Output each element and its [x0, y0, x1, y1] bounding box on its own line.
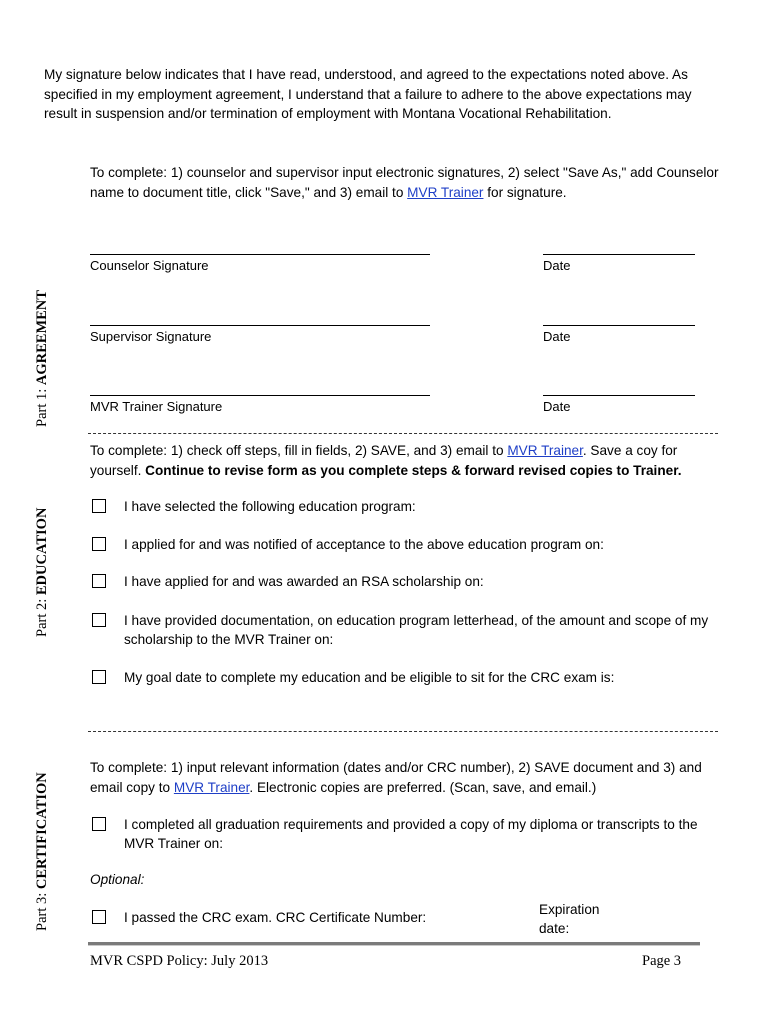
section-divider-2 — [88, 731, 718, 732]
crc-exam-label: I passed the CRC exam. CRC Certificate Number: — [124, 910, 427, 925]
part2-side-label — [34, 508, 51, 637]
counselor-date-line[interactable] — [543, 254, 695, 255]
part1-side-title: AGREEMENT — [34, 290, 50, 386]
acceptance-label: I applied for and was notified of acceptance to the above education program on: — [124, 537, 604, 552]
footer-policy-text: MVR CSPD Policy: July 2013 — [90, 953, 269, 969]
intro-paragraph: My signature below indicates that I have read, understood, and agreed to the expectations noted above. As specified in my employment agreement, I understand that a failure to adhere to the above expectations may result in suspension and/or termination of employment with Montana Vocational Rehabilitation. — [44, 67, 692, 121]
optional-label: Optional: — [90, 872, 145, 887]
part1-mvr-trainer-link[interactable]: MVR Trainer — [407, 184, 484, 200]
supervisor-signature-line[interactable] — [90, 325, 430, 326]
part2-instruction-text: To complete: 1) check off steps, fill in fields, 2) SAVE, and 3) email to — [90, 443, 508, 458]
trainer-date-line[interactable] — [543, 395, 695, 396]
crc-exam-checkbox[interactable] — [92, 910, 106, 924]
section-divider-1 — [88, 433, 718, 434]
counselor-date-label: Date — [543, 258, 571, 273]
part3-instruction-tail: . Electronic copies are preferred. (Scan, save, and email.) — [249, 779, 597, 795]
footer-rule — [88, 942, 700, 946]
part2-side-prefix: Part 2: — [34, 598, 50, 637]
part2-instruction-bold: Continue to revise form as you complete steps & forward revised copies to Trainer. — [145, 462, 682, 478]
footer-page-number: Page 3 — [642, 953, 682, 969]
part1-side-label — [34, 290, 51, 427]
part2-instruction-tail: . Save a coy for yourself. — [90, 443, 678, 478]
trainer-date-label: Date — [543, 399, 571, 414]
part3-side-title: CERTIFICATION — [34, 772, 50, 890]
part2-side-title: EDUCATION — [34, 507, 50, 596]
part3-side-label — [34, 772, 51, 931]
part3-instruction-text: To complete: 1) input relevant information (dates and/or CRC number), 2) SAVE document and 3) and email copy to — [90, 760, 702, 795]
graduation-label: I completed all graduation requirements and provided a copy of my diploma or transcripts to the MVR Trainer on: — [124, 817, 698, 851]
counselor-signature-label: Counselor Signature — [90, 258, 209, 273]
trainer-signature-line[interactable] — [90, 395, 430, 396]
part3-mvr-trainer-link[interactable]: MVR Trainer — [173, 779, 250, 795]
counselor-signature-line[interactable] — [90, 254, 430, 255]
part3-instruction — [90, 758, 720, 797]
supervisor-date-line[interactable] — [543, 325, 695, 326]
part3-side-prefix: Part 3: — [34, 892, 50, 931]
part2-instruction — [90, 441, 705, 480]
part1-instruction-tail: for signature. — [483, 184, 567, 200]
acceptance-checkbox[interactable] — [92, 537, 106, 551]
part1-side-prefix: Part 1: — [34, 388, 50, 427]
goal-date-label: My goal date to complete my education and be eligible to sit for the CRC exam is: — [124, 670, 615, 685]
graduation-checkbox[interactable] — [92, 817, 106, 831]
part2-mvr-trainer-link[interactable]: MVR Trainer — [507, 443, 583, 458]
part1-instruction — [90, 163, 735, 202]
goal-date-checkbox[interactable] — [92, 670, 106, 684]
education-program-checkbox[interactable] — [92, 499, 106, 513]
rsa-scholarship-label: I have applied for and was awarded an RSA scholarship on: — [124, 574, 484, 589]
supervisor-date-label: Date — [543, 329, 571, 344]
supervisor-signature-label: Supervisor Signature — [90, 329, 212, 344]
documentation-label: I have provided documentation, on education program letterhead, of the amount and scope of my scholarship to the MVR Trainer on: — [124, 613, 709, 647]
trainer-signature-label: MVR Trainer Signature — [90, 399, 223, 414]
expiration-date-label: Expiration date: — [539, 902, 600, 936]
part1-instruction-text: To complete: 1) counselor and supervisor input electronic signatures, 2) select "Save As," add Counselor name to document title, click "Save," and 3) email to — [90, 165, 719, 200]
documentation-checkbox[interactable] — [92, 613, 106, 627]
education-program-label: I have selected the following education program: — [124, 499, 416, 514]
rsa-scholarship-checkbox[interactable] — [92, 574, 106, 588]
